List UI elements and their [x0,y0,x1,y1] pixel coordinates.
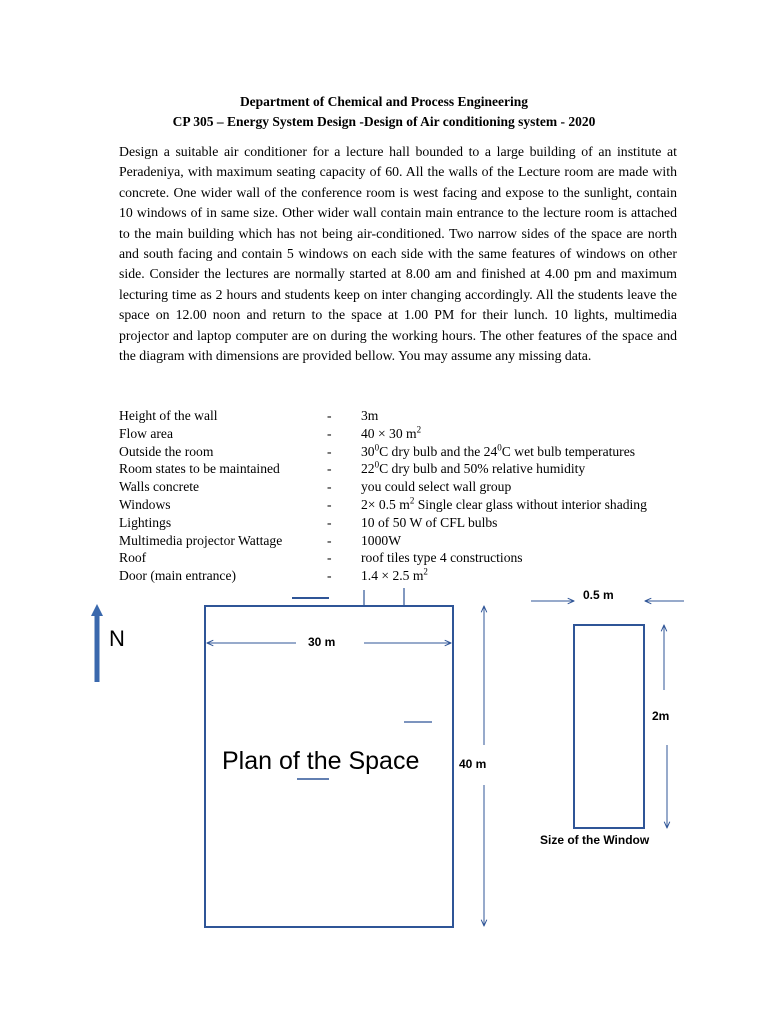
window-height-label: 2m [652,709,670,723]
spec-value-text: 40 × 30 m [361,425,417,441]
spec-label: Roof [119,550,147,566]
spec-value: 1000W [361,532,402,548]
spec-separator: - [327,461,332,477]
plan-height-label: 40 m [459,757,487,771]
window-caption: Size of the Window [540,833,650,847]
spec-label: Walls concrete [119,479,200,495]
spec-separator: - [327,532,332,548]
problem-description: Design a suitable air conditioner for a lecture hall bounded to a large building of an institute at Peradeniya, with maximum seating capacity of 60. All the walls of the Lecture room are made with concrete. One wider wall of the conference room is west facing and expose to the sunlight, contain 10 windows of in same size. Other wider wall contain main entrance to the lecture room is attached to the main building which has not being air-conditioned. Two narrow sides of the space are north and south facing and contain 5 windows on each side with the same features of windows on other side. Consider the lectures are normally started at 8.00 am and finished at 4.00 pm and maximum lecturing time as 2 hours and students keep on inter changing accordingly. All the students leave the space on 12.00 noon and return to the space at 1.00 PM for their lunch. 10 lights, multimedia projector and laptop computer are on during the working hours. The other features of the space and the diagram with dimensions are provided bellow. You may assume any missing data. [119,144,677,364]
spec-value-sup: 0 [497,442,502,453]
spec-value: you could select wall group [361,479,512,495]
spec-value: roof tiles type 4 constructions [361,550,523,566]
spec-label: Lightings [119,514,172,530]
spec-label: Windows [119,496,171,512]
spec-label: Outside the room [119,443,214,459]
spec-label: Flow area [119,425,173,441]
spec-value-sup: 0 [374,442,380,453]
spec-value: 10 of 50 W of CFL bulbs [361,514,498,530]
course-title: CP 305 – Energy System Design -Design of Air conditioning system - 2020 [172,114,596,129]
window-width-label: 0.5 m [583,588,614,602]
spec-separator: - [327,408,332,423]
window-outline [574,625,644,828]
spec-value-text: 1.4 × 2.5 m [361,568,424,584]
spec-label: Door (main entrance) [119,568,237,584]
spec-value-text: 2× 0.5 m [361,496,410,512]
spec-separator: - [327,443,332,459]
spec-separator: - [327,496,332,512]
spec-value: 3m [361,408,379,423]
spec-value-text: C dry bulb and the 24 [379,443,498,459]
plan-width-label: 30 m [308,635,336,649]
spec-value-sup: 2 [409,495,415,506]
spec-value-text: C wet bulb temperatures [501,443,636,459]
spec-label: Room states to be maintained [119,461,280,477]
spec-value-text: 30 [361,443,375,459]
spec-separator: - [327,550,332,566]
plan-marker [404,588,430,606]
spec-value-text: Single clear glass without interior shading [414,496,647,512]
spec-value-text: C dry bulb and 50% relative humidity [379,461,586,477]
spec-label: Multimedia projector Wattage [119,532,283,548]
plan-title: Plan of the Space [222,747,420,775]
north-label: N [109,626,125,651]
spec-separator: - [327,425,332,441]
spec-label: Height of the wall [119,408,218,423]
spec-separator: - [327,568,332,584]
spec-value-text: 22 [361,461,375,477]
north-arrow-icon [91,604,103,682]
department-title: Department of Chemical and Process Engineering [239,94,529,109]
spec-value-sup: 2 [416,424,422,435]
spec-separator: - [327,514,332,530]
spec-separator: - [327,479,332,495]
spec-value-sup: 0 [374,459,380,470]
spec-value-sup: 2 [423,566,428,577]
